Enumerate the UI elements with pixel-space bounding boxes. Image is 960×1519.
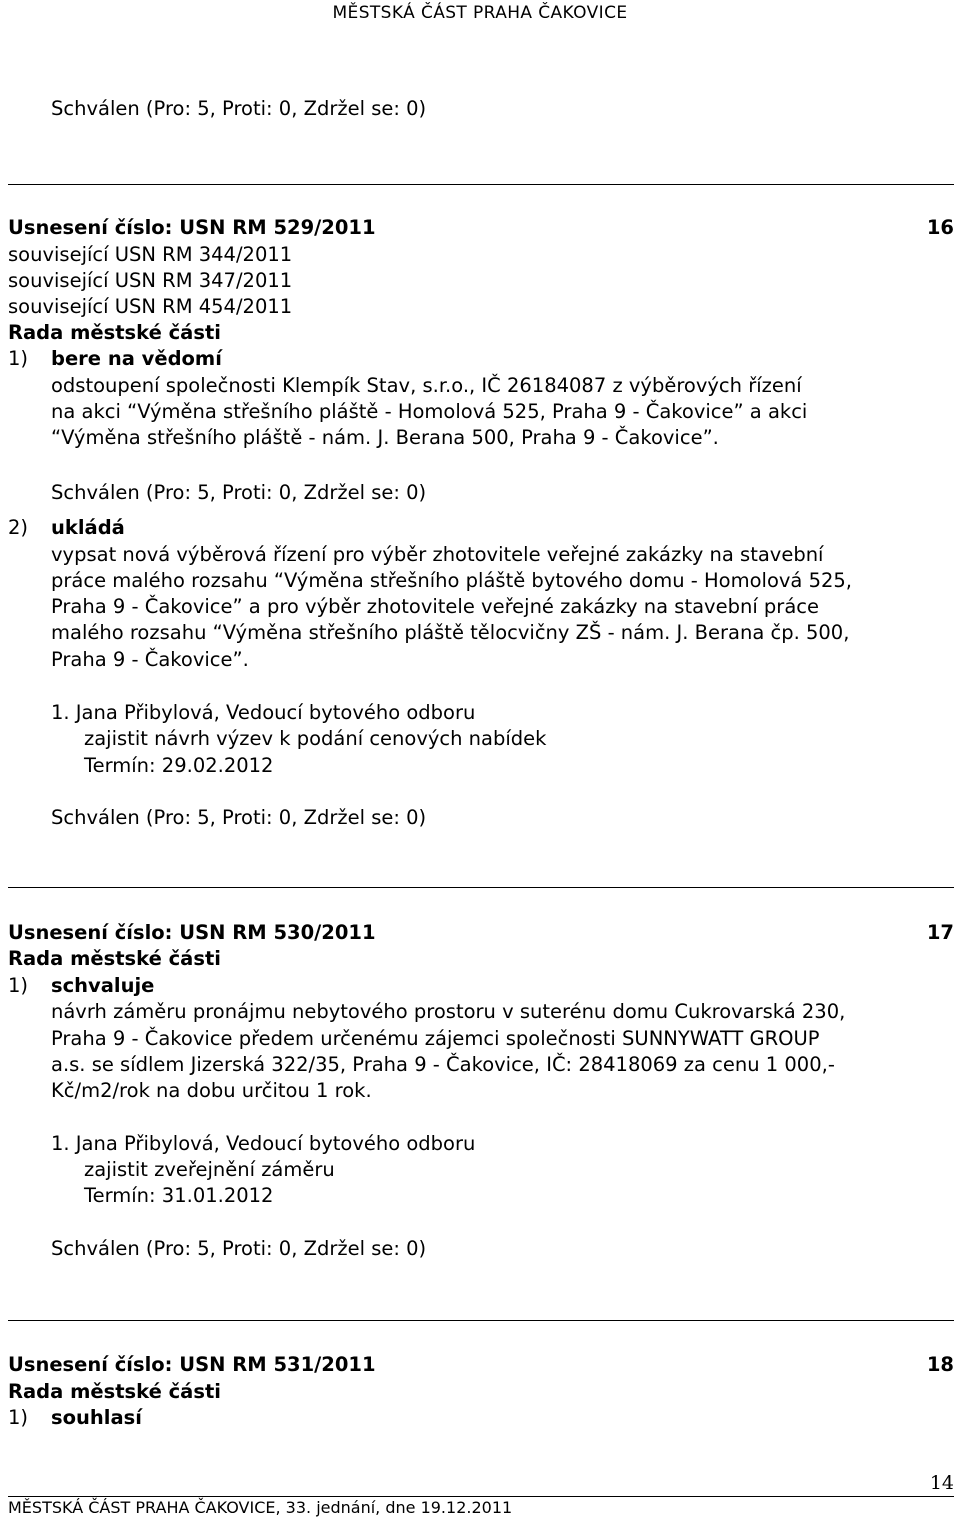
item-text-line: a.s. se sídlem Jizerská 322/35, Praha 9 - Čakovice, IČ: 28418069 za cenu 1 000,-	[51, 1053, 835, 1076]
item-text-line: Praha 9 - Čakovice předem určenému zájemci společnosti SUNNYWATT GROUP	[51, 1027, 820, 1050]
item-text-line: vypsat nová výběrová řízení pro výběr zhotovitele veřejné zakázky na stavební	[51, 543, 824, 566]
vote-result: Schválen (Pro: 5, Proti: 0, Zdržel se: 0)	[51, 481, 427, 504]
task-deadline: Termín: 31.01.2012	[84, 1184, 274, 1207]
vote-result: Schválen (Pro: 5, Proti: 0, Zdržel se: 0)	[51, 1237, 427, 1260]
item-number: 2)	[8, 516, 29, 539]
item-verb: schvaluje	[51, 974, 155, 997]
item-text-line: Praha 9 - Čakovice” a pro výběr zhotovitele veřejné zakázky na stavební práce	[51, 595, 819, 618]
item-text-line: na akci “Výměna střešního pláště - Homolová 525, Praha 9 - Čakovice” a akci	[51, 400, 808, 423]
task-deadline: Termín: 29.02.2012	[84, 754, 274, 777]
task-assignee: 1. Jana Přibylová, Vedoucí bytového odboru	[51, 701, 476, 724]
council-label: Rada městské části	[8, 947, 221, 970]
item-number: 1)	[8, 347, 29, 370]
resolution-number: 18	[926, 1353, 954, 1376]
item-number: 1)	[8, 1406, 29, 1429]
footer-divider	[8, 1496, 954, 1497]
task-assignee: 1. Jana Přibylová, Vedoucí bytového odboru	[51, 1132, 476, 1155]
item-text-line: Praha 9 - Čakovice”.	[51, 648, 249, 671]
resolution-number: 17	[926, 921, 954, 944]
item-text-line: Kč/m2/rok na dobu určitou 1 rok.	[51, 1079, 372, 1102]
item-number: 1)	[8, 974, 29, 997]
divider	[8, 1320, 954, 1321]
divider	[8, 887, 954, 888]
item-text-line: práce malého rozsahu “Výměna střešního pláště bytového domu - Homolová 525,	[51, 569, 852, 592]
footer-text: MĚSTSKÁ ČÁST PRAHA ČAKOVICE, 33. jednání, dne 19.12.2011	[8, 1498, 513, 1517]
task-action: zajistit návrh výzev k podání cenových nabídek	[84, 727, 547, 750]
related-resolution: související USN RM 454/2011	[8, 295, 293, 318]
council-label: Rada městské části	[8, 321, 221, 344]
item-text-line: návrh záměru pronájmu nebytového prostoru v suterénu domu Cukrovarská 230,	[51, 1000, 846, 1023]
resolution-title: Usnesení číslo: USN RM 531/2011	[8, 1353, 376, 1376]
item-text-line: “Výměna střešního pláště - nám. J. Berana 500, Praha 9 - Čakovice”.	[51, 426, 719, 449]
council-label: Rada městské části	[8, 1380, 221, 1403]
vote-result: Schválen (Pro: 5, Proti: 0, Zdržel se: 0)	[51, 97, 427, 120]
item-verb: ukládá	[51, 516, 125, 539]
item-verb: bere na vědomí	[51, 347, 222, 370]
resolution-number: 16	[926, 216, 954, 239]
divider	[8, 184, 954, 185]
vote-result: Schválen (Pro: 5, Proti: 0, Zdržel se: 0)	[51, 806, 427, 829]
related-resolution: související USN RM 344/2011	[8, 243, 293, 266]
task-action: zajistit zveřejnění záměru	[84, 1158, 335, 1181]
resolution-title: Usnesení číslo: USN RM 529/2011	[8, 216, 376, 239]
related-resolution: související USN RM 347/2011	[8, 269, 293, 292]
item-verb: souhlasí	[51, 1406, 142, 1429]
item-text-line: odstoupení společnosti Klempík Stav, s.r.o., IČ 26184087 z výběrových řízení	[51, 374, 802, 397]
resolution-title: Usnesení číslo: USN RM 530/2011	[8, 921, 376, 944]
page-header-title: MĚSTSKÁ ČÁST PRAHA ČAKOVICE	[332, 3, 628, 23]
page-number: 14	[929, 1472, 954, 1494]
item-text-line: malého rozsahu “Výměna střešního pláště tělocvičny ZŠ - nám. J. Berana čp. 500,	[51, 621, 850, 644]
